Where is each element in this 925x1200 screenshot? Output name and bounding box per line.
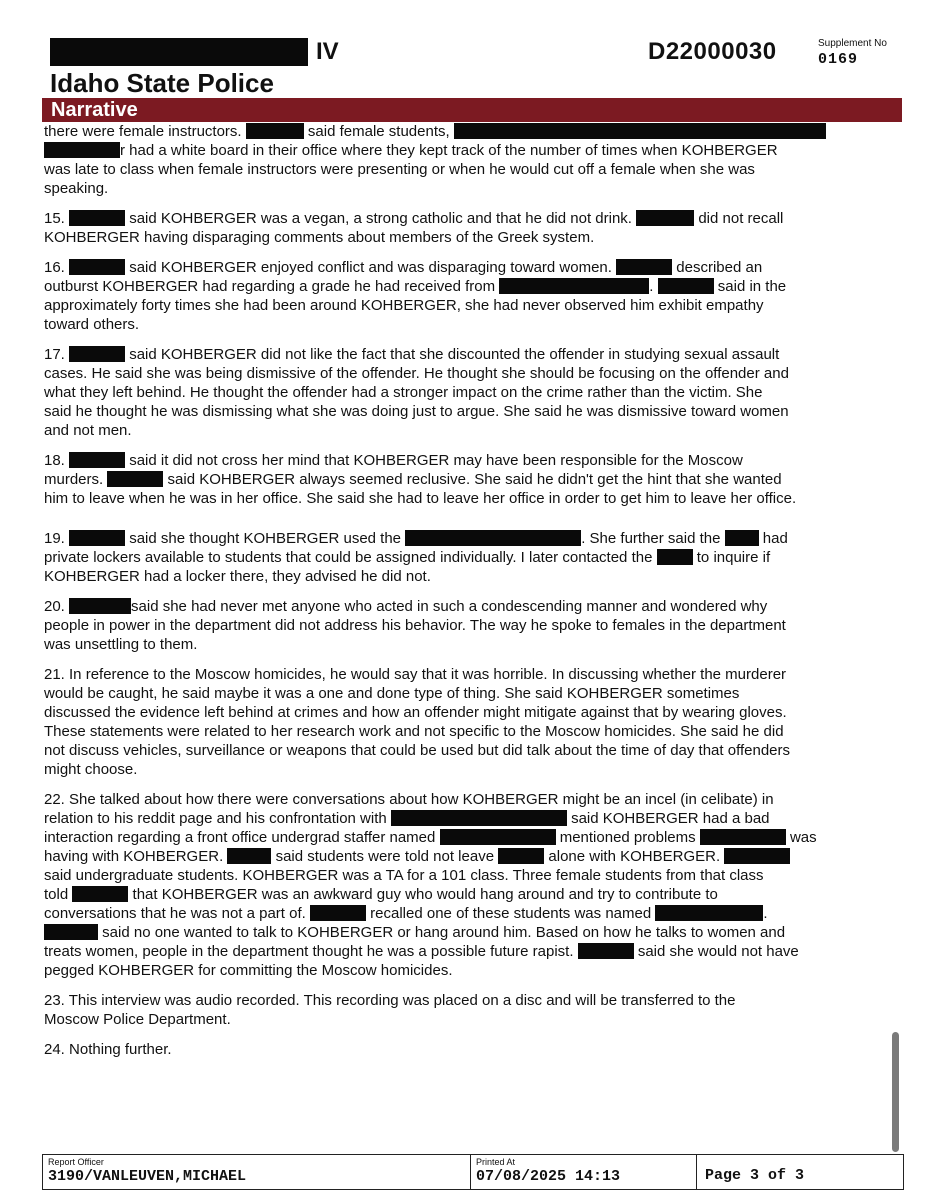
text-line: Moscow Police Department. <box>44 1011 231 1028</box>
text-line: discussed the evidence left behind at crimes and how an offender might mitigate against that by wearing gloves. <box>44 704 787 721</box>
text-line: toward others. <box>44 316 140 333</box>
text-line: was late to class when female instructors were presenting or when he would cut off a female when she was <box>44 161 755 178</box>
text-line: 22. She talked about how there were conversations about how KOHBERGER might be an incel (in celibate) in <box>44 791 774 808</box>
redaction <box>69 259 125 275</box>
text-line: KOHBERGER had a locker there, they advised he did not. <box>44 568 431 585</box>
text: conversations that he was not a part of. <box>44 905 306 922</box>
paragraph-continuation <box>44 122 902 198</box>
text: 18. <box>44 452 65 469</box>
footer-page-cell <box>697 1155 903 1189</box>
redaction <box>498 848 544 864</box>
text: said it did not cross her mind that KOHBERGER may have been responsible for the Moscow <box>129 452 743 469</box>
redaction <box>499 278 649 294</box>
text-line: said undergraduate students. KOHBERGER was a TA for a 101 class. Three female students from that class <box>44 867 764 884</box>
printed-value: 07/08/2025 14:13 <box>476 1168 621 1185</box>
officer-value: 3190/VANLEUVEN,MICHAEL <box>48 1168 247 1185</box>
redaction <box>107 471 163 487</box>
text: r had a white board in their office where they kept track of the number of times when KOHBERGER <box>120 142 778 159</box>
text: did not recall <box>698 210 784 227</box>
text-line: would be caught, he said maybe it was a one and done type of thing. She said KOHBERGER sometimes <box>44 685 740 702</box>
paragraph-22 <box>44 790 902 980</box>
text: said she thought KOHBERGER used the <box>129 530 402 547</box>
section-title: Narrative <box>51 99 138 121</box>
text-line: might choose. <box>44 761 138 778</box>
text: told <box>44 886 69 903</box>
redaction <box>391 810 567 826</box>
agency-name: Idaho State Police <box>50 68 274 98</box>
redaction <box>69 530 125 546</box>
text-line: was unsettling to them. <box>44 636 198 653</box>
header-redaction <box>50 38 308 66</box>
paragraph-19 <box>44 529 902 586</box>
text-line: what they left behind. He thought the offender had a stronger impact on the crime rather than the victim. She <box>44 384 763 401</box>
text: mentioned problems <box>559 829 696 846</box>
redaction <box>44 142 120 158</box>
text-line: 21. In reference to the Moscow homicides, he would say that it was horrible. In discussing whether the murderer <box>44 666 787 683</box>
paragraph-21 <box>44 665 902 779</box>
redaction <box>657 549 693 565</box>
text-line: people in power in the department did not address his behavior. The way he spoke to females in the department <box>44 617 786 634</box>
paragraph-16 <box>44 258 902 334</box>
case-number: D22000030 <box>648 38 777 65</box>
text: described an <box>676 259 763 276</box>
text: said KOHBERGER always seemed reclusive. She said he didn't get the hint that she wanted <box>167 471 782 488</box>
redaction <box>405 530 581 546</box>
text: . <box>763 905 768 922</box>
text: relation to his reddit page and his confrontation with <box>44 810 387 827</box>
text-line: KOHBERGER having disparaging comments about members of the Greek system. <box>44 229 595 246</box>
paragraph-15 <box>44 209 902 247</box>
supplement-number: 0169 <box>818 51 859 68</box>
text: murders. <box>44 471 104 488</box>
text: 16. <box>44 259 65 276</box>
text: outburst KOHBERGER had regarding a grade he had received from <box>44 278 496 295</box>
text: recalled one of these students was named <box>370 905 652 922</box>
text-line: and not men. <box>44 422 132 439</box>
text: said KOHBERGER had a bad <box>571 810 770 827</box>
text: had <box>762 530 788 547</box>
text: said students were told not leave <box>275 848 495 865</box>
text: there were female instructors. <box>44 123 242 140</box>
text-line: These statements were related to her research work and not specific to the Moscow homicides. She said he did <box>44 723 784 740</box>
text: to inquire if <box>696 549 771 566</box>
text-line: approximately forty times she had been around KOHBERGER, she had never observed him exhibit empathy <box>44 297 764 314</box>
text-line: pegged KOHBERGER for committing the Moscow homicides. <box>44 962 453 979</box>
text-line: him to leave when he was in her office. She said she had to leave her office in order to get him to leave her office. <box>44 490 797 507</box>
header-suffix: IV <box>316 38 339 65</box>
text: 17. <box>44 346 65 363</box>
text: 15. <box>44 210 65 227</box>
paragraph-24 <box>44 1040 902 1059</box>
scrollbar-thumb[interactable] <box>892 1032 899 1152</box>
printed-label: Printed At <box>476 1157 516 1167</box>
footer-officer-cell <box>43 1155 471 1189</box>
text-line: 23. This interview was audio recorded. This recording was placed on a disc and will be transferred to the <box>44 992 736 1009</box>
section-bar <box>42 98 902 122</box>
redaction <box>72 886 128 902</box>
paragraph-17 <box>44 345 902 440</box>
redaction <box>69 346 125 362</box>
supplement-label: Supplement No <box>818 38 887 49</box>
text: treats women, people in the department thought he was a possible future rapist. <box>44 943 574 960</box>
text-line: 24. Nothing further. <box>44 1041 172 1058</box>
text: alone with KOHBERGER. <box>548 848 721 865</box>
redaction <box>616 259 672 275</box>
redaction <box>310 905 366 921</box>
text: interaction regarding a front office undergrad staffer named <box>44 829 436 846</box>
redaction <box>658 278 714 294</box>
text: . <box>649 278 654 295</box>
page-number: Page 3 of 3 <box>705 1167 805 1184</box>
text: having with KOHBERGER. <box>44 848 224 865</box>
redaction <box>655 905 763 921</box>
paragraph-18 <box>44 451 902 508</box>
text: that KOHBERGER was an awkward guy who would hang around and try to contribute to <box>132 886 718 903</box>
text: was <box>789 829 817 846</box>
report-footer <box>42 1154 904 1190</box>
paragraph-23 <box>44 991 902 1029</box>
text: said KOHBERGER was a vegan, a strong catholic and that he did not drink. <box>129 210 632 227</box>
text-line: cases. He said she was being dismissive of the offender. He thought she should be focusing on the offender and <box>44 365 789 382</box>
paragraph-20 <box>44 597 902 654</box>
text-line: speaking. <box>44 180 109 197</box>
text: private lockers available to students that could be assigned individually. I later contacted the <box>44 549 653 566</box>
redaction <box>440 829 556 845</box>
redaction <box>725 530 759 546</box>
redaction <box>454 123 826 139</box>
redaction <box>227 848 271 864</box>
text: said KOHBERGER enjoyed conflict and was disparaging toward women. <box>129 259 612 276</box>
text-line: not discuss vehicles, surveillance or weapons that could be used but did talk about the time of day that offenders <box>44 742 791 759</box>
redaction <box>69 452 125 468</box>
redaction <box>636 210 694 226</box>
redaction <box>578 943 634 959</box>
narrative-body <box>44 122 902 1070</box>
text: said she would not have <box>637 943 799 960</box>
text: 20. <box>44 598 65 615</box>
text: said female students, <box>307 123 450 140</box>
text: . She further said the <box>581 530 721 547</box>
text: said no one wanted to talk to KOHBERGER or hang around him. Based on how he talks to women and <box>102 924 786 941</box>
text: said she had never met anyone who acted in such a condescending manner and wondered why <box>131 598 768 615</box>
officer-label: Report Officer <box>48 1157 104 1167</box>
text: said in the <box>717 278 787 295</box>
redaction <box>44 924 98 940</box>
redaction <box>246 123 304 139</box>
redaction <box>724 848 790 864</box>
text-line: said he thought he was dismissing what she was doing just to argue. She said he was dismissive toward women <box>44 403 789 420</box>
redaction <box>69 598 131 614</box>
footer-printed-cell <box>471 1155 697 1189</box>
text: 19. <box>44 530 65 547</box>
redaction <box>700 829 786 845</box>
redaction <box>69 210 125 226</box>
text: said KOHBERGER did not like the fact that she discounted the offender in studying sexual assault <box>129 346 780 363</box>
